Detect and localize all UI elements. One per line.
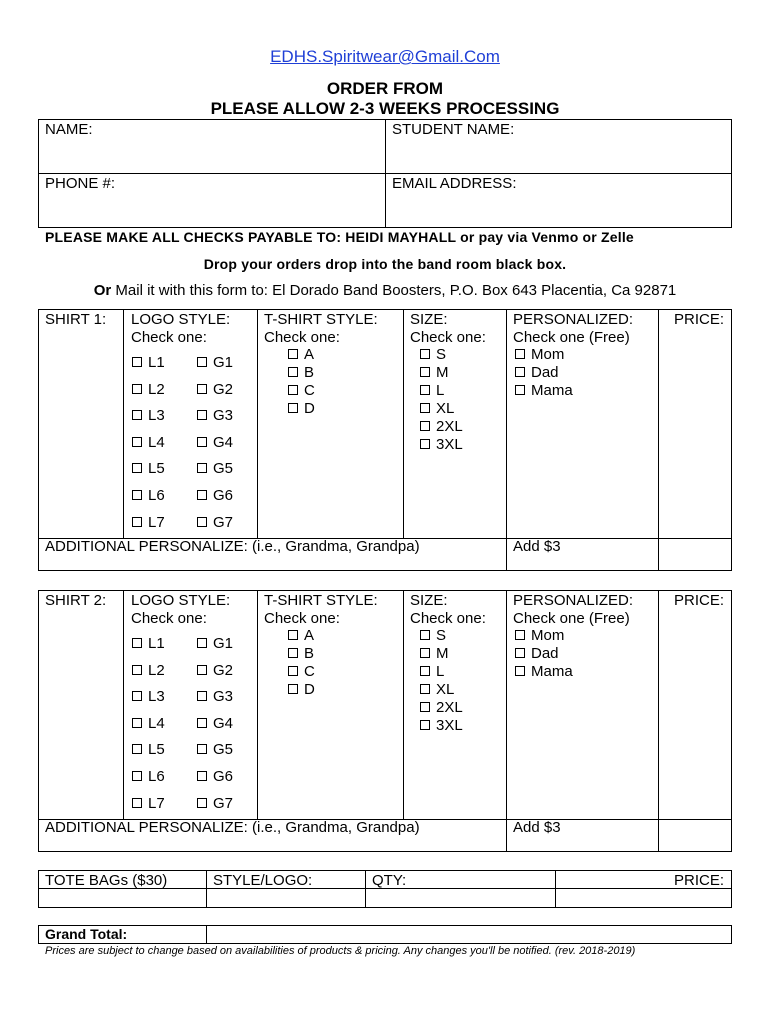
- tote-price-field[interactable]: PRICE:: [674, 872, 725, 889]
- mail-instructions: Or Mail it with this form to: El Dorado Band Boosters, P.O. Box 643 Placentia, Ca 92871: [93, 282, 677, 299]
- logo-option-checkbox[interactable]: L5: [132, 460, 165, 478]
- checkbox-icon[interactable]: [515, 630, 525, 640]
- size-option[interactable]: M: [420, 645, 449, 663]
- checkbox-icon[interactable]: [197, 718, 207, 728]
- logo-option-checkbox[interactable]: L7: [132, 795, 165, 813]
- logo-option-checkbox[interactable]: L1: [132, 354, 165, 372]
- tshirt-style-option[interactable]: A: [288, 627, 314, 645]
- phone-field[interactable]: PHONE #:: [45, 175, 116, 192]
- logo-option-checkbox[interactable]: G3: [197, 688, 233, 706]
- tshirt-check-one: Check one:: [264, 610, 340, 627]
- checkbox-icon[interactable]: [197, 490, 207, 500]
- size-option[interactable]: L: [420, 663, 444, 681]
- checkbox-icon[interactable]: [197, 437, 207, 447]
- checkbox-icon[interactable]: [515, 349, 525, 359]
- name-field[interactable]: NAME:: [45, 121, 93, 138]
- checkbox-icon[interactable]: [132, 384, 142, 394]
- grand-total-label: Grand Total:: [45, 926, 128, 942]
- size-option[interactable]: M: [420, 364, 449, 382]
- checkbox-icon[interactable]: [515, 666, 525, 676]
- checkbox-icon[interactable]: [197, 638, 207, 648]
- size-label: SIZE:: [410, 311, 448, 328]
- logo-option-checkbox[interactable]: G6: [197, 487, 233, 505]
- personalized-option[interactable]: Dad: [515, 645, 559, 663]
- logo-check-one: Check one:: [131, 610, 207, 627]
- page-subtitle: PLEASE ALLOW 2-3 WEEKS PROCESSING: [210, 99, 560, 118]
- checkbox-icon[interactable]: [132, 665, 142, 675]
- student-name-field[interactable]: STUDENT NAME:: [392, 121, 515, 138]
- logo-option-checkbox[interactable]: G6: [197, 768, 233, 786]
- shirt-label: SHIRT 1:: [45, 311, 107, 328]
- page-title: ORDER FROM: [326, 79, 444, 98]
- price-label[interactable]: PRICE:: [674, 592, 725, 609]
- logo-option-checkbox[interactable]: L1: [132, 635, 165, 653]
- logo-option-checkbox[interactable]: G3: [197, 407, 233, 425]
- additional-personalize-field[interactable]: ADDITIONAL PERSONALIZE: (i.e., Grandma, Grandpa): [45, 538, 420, 555]
- logo-option-checkbox[interactable]: L5: [132, 741, 165, 759]
- logo-option-checkbox[interactable]: L4: [132, 715, 165, 733]
- checkbox-icon[interactable]: [288, 349, 298, 359]
- logo-option-checkbox[interactable]: G4: [197, 434, 233, 452]
- checkbox-icon[interactable]: [515, 367, 525, 377]
- checkbox-icon[interactable]: [132, 798, 142, 808]
- checkbox-icon[interactable]: [420, 630, 430, 640]
- personalized-option[interactable]: Mama: [515, 663, 573, 681]
- logo-option-checkbox[interactable]: L3: [132, 407, 165, 425]
- grand-total-row: [38, 925, 732, 944]
- drop-instructions: Drop your orders drop into the band room black box.: [203, 256, 567, 272]
- personalized-option[interactable]: Mama: [515, 382, 573, 400]
- logo-option-checkbox[interactable]: G7: [197, 514, 233, 532]
- size-check-one: Check one:: [410, 610, 486, 627]
- contact-email-link[interactable]: EDHS.Spiritwear@Gmail.Com: [270, 47, 500, 66]
- logo-option-checkbox[interactable]: G2: [197, 381, 233, 399]
- additional-personalize-field[interactable]: ADDITIONAL PERSONALIZE: (i.e., Grandma, Grandpa): [45, 819, 420, 836]
- logo-option-checkbox[interactable]: G5: [197, 460, 233, 478]
- checkbox-icon[interactable]: [420, 702, 430, 712]
- size-label: SIZE:: [410, 592, 448, 609]
- tshirt-style-option[interactable]: A: [288, 346, 314, 364]
- logo-option-checkbox[interactable]: G1: [197, 635, 233, 653]
- checkbox-icon[interactable]: [197, 744, 207, 754]
- tshirt-check-one: Check one:: [264, 329, 340, 346]
- tshirt-style-option[interactable]: C: [288, 382, 315, 400]
- logo-style-label: LOGO STYLE:: [131, 592, 231, 609]
- logo-option-checkbox[interactable]: G1: [197, 354, 233, 372]
- tote-label: TOTE BAGs ($30): [45, 872, 168, 889]
- size-option[interactable]: 2XL: [420, 699, 463, 717]
- size-option[interactable]: 2XL: [420, 418, 463, 436]
- payment-instructions: PLEASE MAKE ALL CHECKS PAYABLE TO: HEIDI MAYHALL or pay via Venmo or Zelle: [45, 229, 634, 245]
- logo-option-checkbox[interactable]: G7: [197, 795, 233, 813]
- size-option[interactable]: 3XL: [420, 717, 463, 735]
- checkbox-icon[interactable]: [288, 684, 298, 694]
- checkbox-icon[interactable]: [197, 517, 207, 527]
- checkbox-icon[interactable]: [288, 648, 298, 658]
- personalized-label: PERSONALIZED:: [513, 311, 634, 328]
- add-price-label: Add $3: [513, 819, 561, 836]
- logo-option-checkbox[interactable]: L6: [132, 768, 165, 786]
- checkbox-icon[interactable]: [132, 718, 142, 728]
- size-check-one: Check one:: [410, 329, 486, 346]
- checkbox-icon[interactable]: [420, 439, 430, 449]
- tshirt-style-option[interactable]: B: [288, 645, 314, 663]
- checkbox-icon[interactable]: [288, 403, 298, 413]
- checkbox-icon[interactable]: [420, 349, 430, 359]
- checkbox-icon[interactable]: [197, 665, 207, 675]
- logo-option-checkbox[interactable]: G5: [197, 741, 233, 759]
- checkbox-icon[interactable]: [132, 357, 142, 367]
- checkbox-icon[interactable]: [132, 463, 142, 473]
- checkbox-icon[interactable]: [420, 720, 430, 730]
- tshirt-style-option[interactable]: B: [288, 364, 314, 382]
- checkbox-icon[interactable]: [420, 385, 430, 395]
- tote-qty-field[interactable]: QTY:: [372, 872, 407, 889]
- email-address-field[interactable]: EMAIL ADDRESS:: [392, 175, 517, 192]
- checkbox-icon[interactable]: [197, 384, 207, 394]
- checkbox-icon[interactable]: [197, 771, 207, 781]
- checkbox-icon[interactable]: [197, 691, 207, 701]
- logo-option-checkbox[interactable]: L3: [132, 688, 165, 706]
- checkbox-icon[interactable]: [132, 691, 142, 701]
- checkbox-icon[interactable]: [288, 630, 298, 640]
- size-option[interactable]: XL: [420, 400, 454, 418]
- checkbox-icon[interactable]: [132, 744, 142, 754]
- tote-style-field[interactable]: STYLE/LOGO:: [213, 872, 313, 889]
- tshirt-style-option[interactable]: C: [288, 663, 315, 681]
- checkbox-icon[interactable]: [132, 638, 142, 648]
- size-option[interactable]: L: [420, 382, 444, 400]
- tshirt-style-label: T-SHIRT STYLE:: [264, 311, 378, 328]
- checkbox-icon[interactable]: [197, 798, 207, 808]
- logo-option-checkbox[interactable]: G2: [197, 662, 233, 680]
- logo-option-checkbox[interactable]: L4: [132, 434, 165, 452]
- tshirt-style-label: T-SHIRT STYLE:: [264, 592, 378, 609]
- size-option[interactable]: 3XL: [420, 436, 463, 454]
- checkbox-icon[interactable]: [420, 648, 430, 658]
- checkbox-icon[interactable]: [288, 385, 298, 395]
- checkbox-icon[interactable]: [132, 437, 142, 447]
- checkbox-icon[interactable]: [197, 410, 207, 420]
- checkbox-icon[interactable]: [288, 666, 298, 676]
- price-label[interactable]: PRICE:: [674, 311, 725, 328]
- checkbox-icon[interactable]: [420, 666, 430, 676]
- personalized-check-one: Check one (Free): [513, 610, 630, 627]
- tshirt-style-option[interactable]: D: [288, 400, 315, 418]
- checkbox-icon[interactable]: [197, 463, 207, 473]
- logo-option-checkbox[interactable]: L2: [132, 381, 165, 399]
- checkbox-icon[interactable]: [132, 410, 142, 420]
- logo-option-checkbox[interactable]: G4: [197, 715, 233, 733]
- checkbox-icon[interactable]: [288, 367, 298, 377]
- pricing-note: Prices are subject to change based on availabilities of products & pricing. Any changes you'll be notified. (rev. 2018-2019): [45, 945, 636, 957]
- checkbox-icon[interactable]: [197, 357, 207, 367]
- personalized-check-one: Check one (Free): [513, 329, 630, 346]
- size-option[interactable]: S: [420, 346, 446, 364]
- shirt-label: SHIRT 2:: [45, 592, 107, 609]
- logo-option-checkbox[interactable]: L6: [132, 487, 165, 505]
- size-option[interactable]: XL: [420, 681, 454, 699]
- checkbox-icon[interactable]: [420, 367, 430, 377]
- tshirt-style-option[interactable]: D: [288, 681, 315, 699]
- checkbox-icon[interactable]: [132, 490, 142, 500]
- logo-option-checkbox[interactable]: L2: [132, 662, 165, 680]
- logo-check-one: Check one:: [131, 329, 207, 346]
- checkbox-icon[interactable]: [420, 403, 430, 413]
- logo-option-checkbox[interactable]: L7: [132, 514, 165, 532]
- logo-style-label: LOGO STYLE:: [131, 311, 231, 328]
- checkbox-icon[interactable]: [515, 385, 525, 395]
- personalized-option[interactable]: Mom: [515, 346, 564, 364]
- checkbox-icon[interactable]: [515, 648, 525, 658]
- personalized-option[interactable]: Dad: [515, 364, 559, 382]
- personalized-label: PERSONALIZED:: [513, 592, 634, 609]
- checkbox-icon[interactable]: [420, 421, 430, 431]
- checkbox-icon[interactable]: [132, 771, 142, 781]
- add-price-label: Add $3: [513, 538, 561, 555]
- personalized-option[interactable]: Mom: [515, 627, 564, 645]
- size-option[interactable]: S: [420, 627, 446, 645]
- checkbox-icon[interactable]: [420, 684, 430, 694]
- checkbox-icon[interactable]: [132, 517, 142, 527]
